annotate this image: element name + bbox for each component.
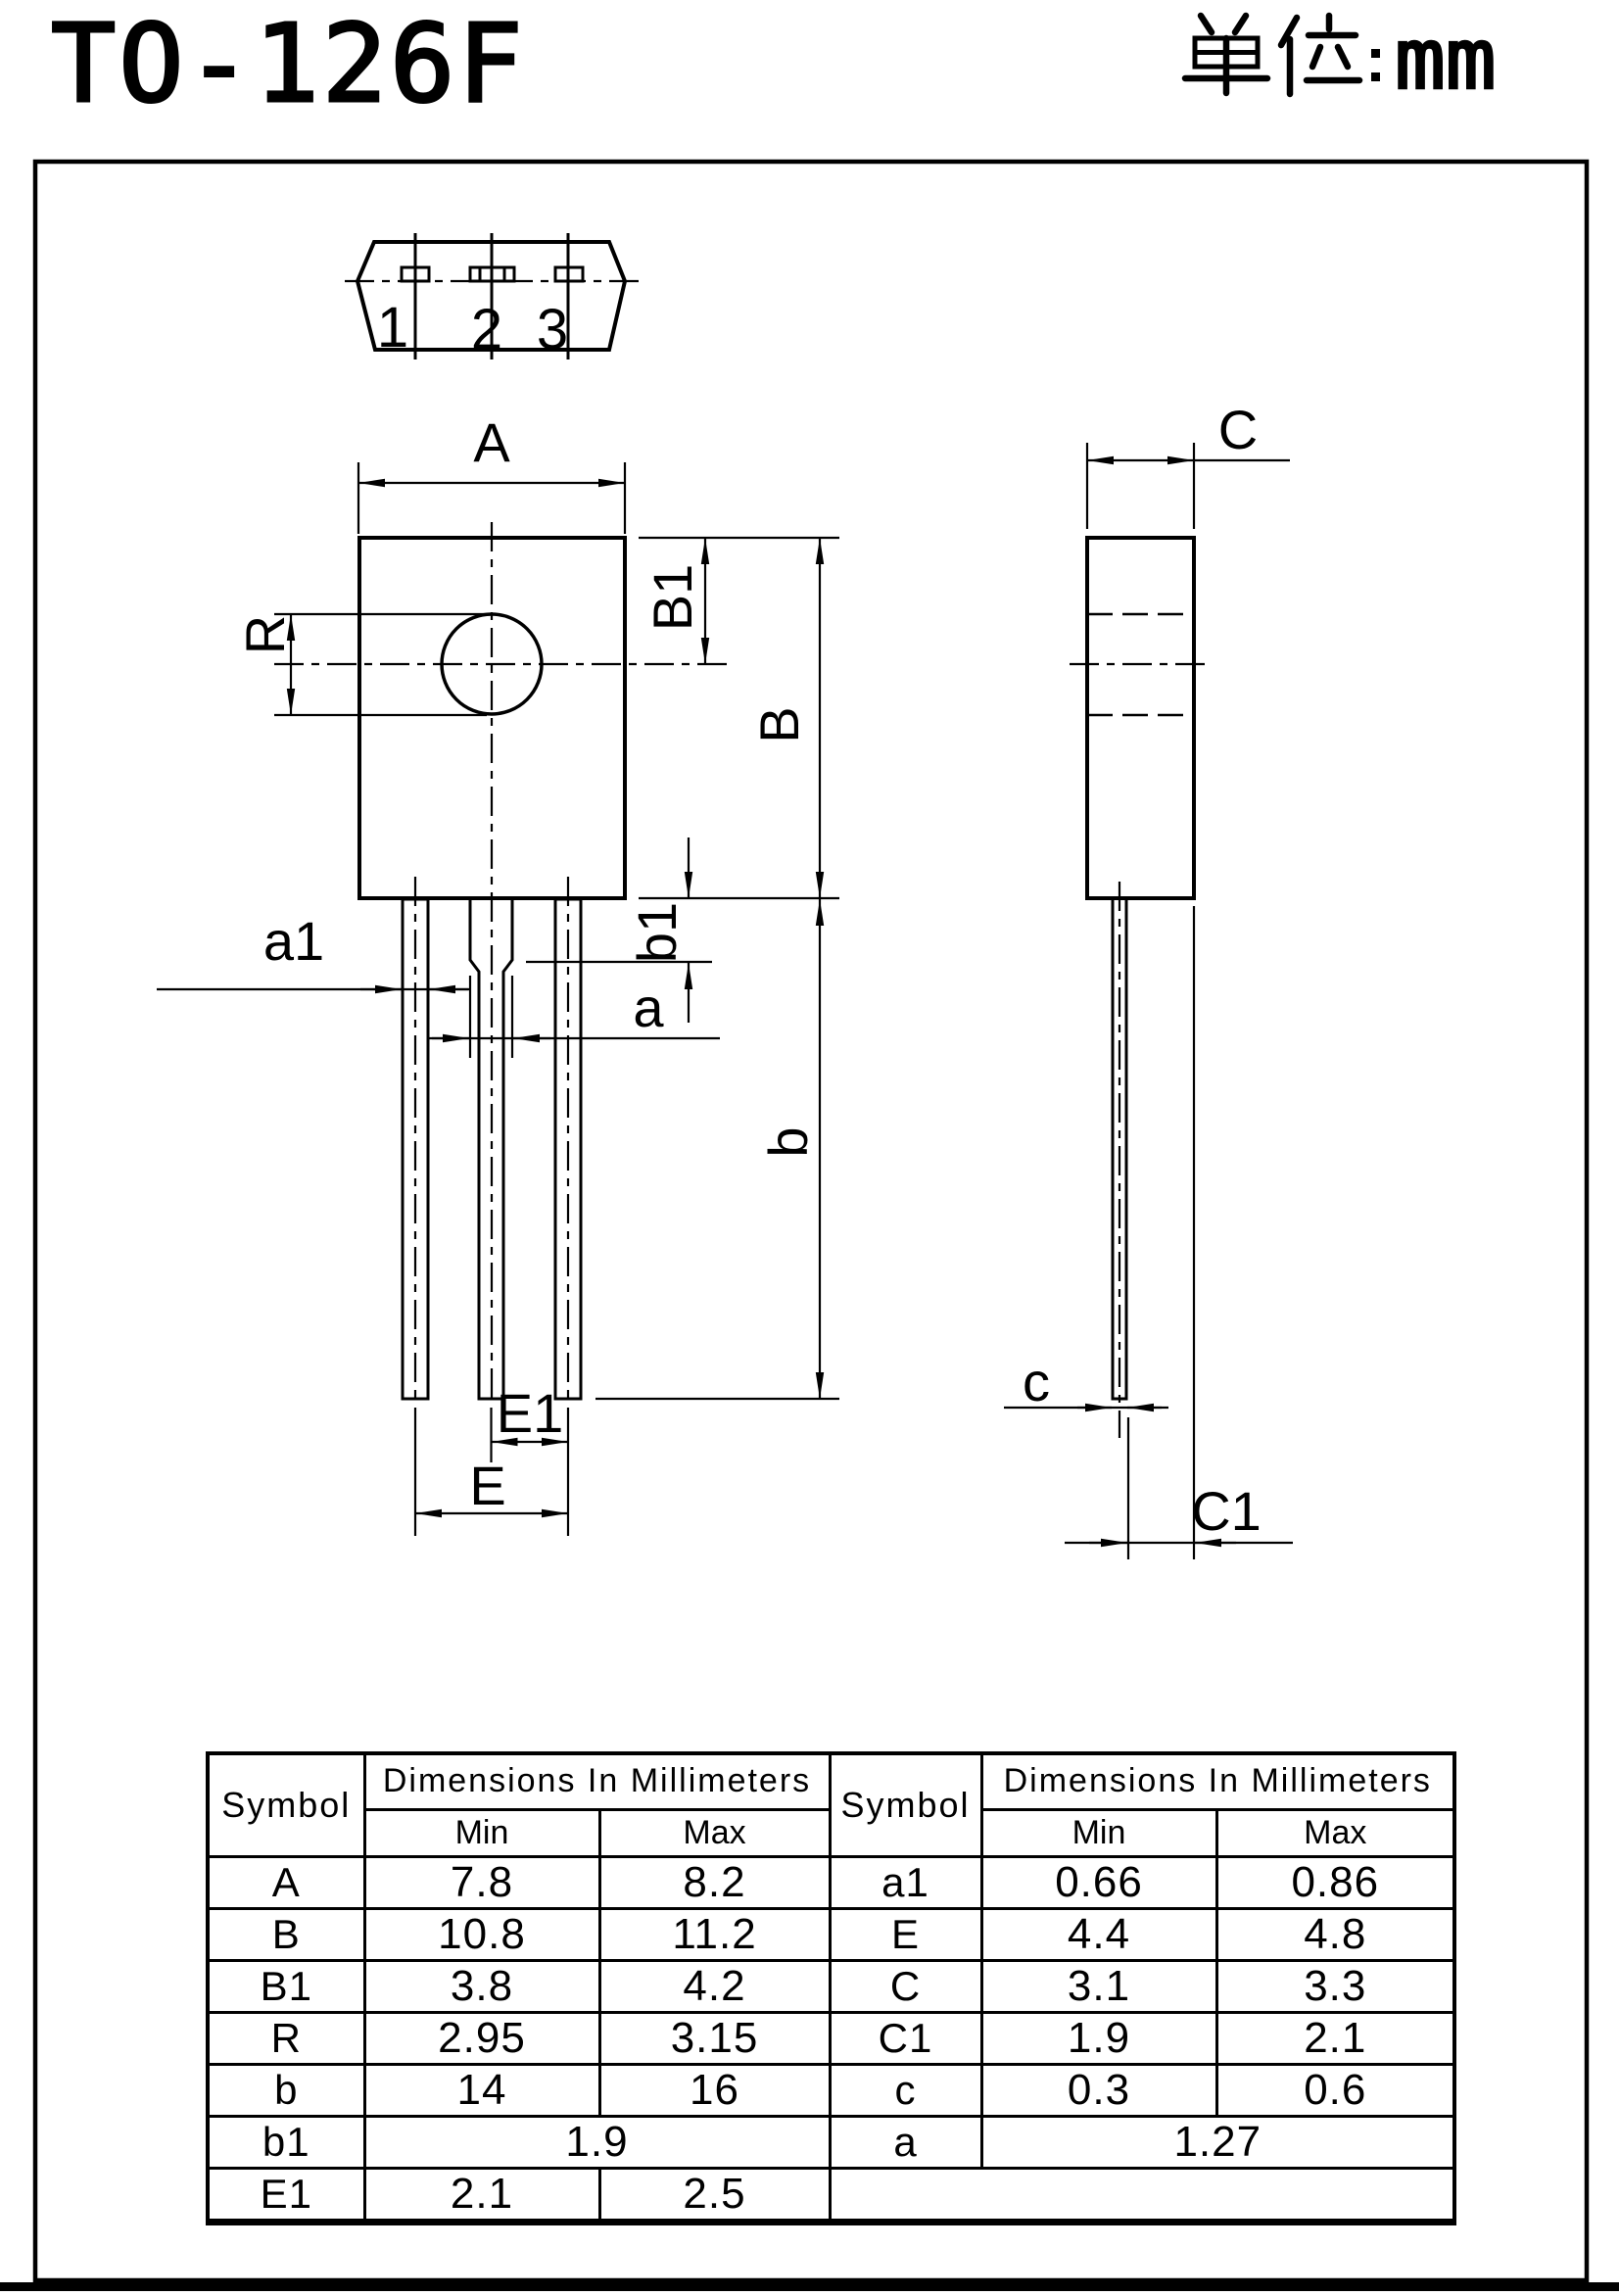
symbol-cell: R [208,2012,364,2064]
min-cell: 10.8 [364,1908,599,1960]
table-row [208,1856,1454,1908]
min-cell: 7.8 [364,1856,599,1908]
max-cell: 0.6 [1216,2064,1454,2116]
right-symbol-header: Symbol [830,1753,981,1856]
left-symbol-header: Symbol [208,1753,364,1856]
max-cell: 2.5 [599,2168,830,2222]
symbol-cell: b1 [208,2116,364,2168]
min-cell: 2.1 [364,2168,599,2222]
symbol-cell: b [208,2064,364,2116]
right-max-header: Max [1216,1809,1454,1856]
typ-cell: 1.9 [364,2116,830,2168]
dim-b-label: b [757,1126,819,1158]
pin-1-label: 1 [376,296,409,359]
symbol-cell: a1 [830,1856,981,1908]
max-cell: 16 [599,2064,830,2116]
symbol-cell: A [208,1856,364,1908]
symbol-cell: E1 [208,2168,364,2222]
pin-2-label: 2 [470,298,503,361]
dimension-table [206,1751,1456,2225]
symbol-cell: C1 [830,2012,981,2064]
empty-cell [830,2168,1454,2222]
units-value: mm [1395,11,1497,109]
right-dimensions-header: Dimensions In Millimeters [981,1753,1454,1809]
page-header [51,1,1497,126]
symbol-cell: a [830,2116,981,2168]
max-cell: 11.2 [599,1908,830,1960]
left-max-header: Max [599,1809,830,1856]
dim-B1-B-b [595,538,839,1399]
dim-R-label: R [234,614,296,655]
table-row [208,2168,1454,2222]
min-cell: 2.95 [364,2012,599,2064]
dim-C-label: C [1217,399,1259,460]
max-cell: 8.2 [599,1856,830,1908]
dim-C1-label: C1 [1191,1480,1262,1542]
min-cell: 3.1 [981,1960,1216,2012]
min-cell: 0.66 [981,1856,1216,1908]
min-cell: 1.9 [981,2012,1216,2064]
table-row [208,1908,1454,1960]
side-view [1070,538,1212,1438]
max-cell: 2.1 [1216,2012,1454,2064]
page-title: TO-126F [51,1,526,126]
max-cell: 4.8 [1216,1908,1454,1960]
symbol-cell: B [208,1908,364,1960]
units-cn-glyphs [1185,16,1359,94]
dim-c-label: c [1023,1351,1050,1412]
dim-B-label: B [748,706,810,743]
table-row [208,2012,1454,2064]
pin-3-label: 3 [536,298,569,361]
side-body [1087,538,1194,898]
typ-cell: 1.27 [981,2116,1454,2168]
dim-a1-label: a1 [262,910,325,972]
dim-B1-label: B1 [642,563,703,632]
symbol-cell: B1 [208,1960,364,2012]
dim-C1 [1065,906,1293,1559]
table-row [208,2116,1454,2168]
table-row [208,2064,1454,2116]
symbol-cell: c [830,2064,981,2116]
max-cell: 4.2 [599,1960,830,2012]
dim-a-label: a [633,977,664,1038]
min-cell: 14 [364,2064,599,2116]
min-cell: 0.3 [981,2064,1216,2116]
dim-a [428,976,720,1058]
max-cell: 3.3 [1216,1960,1454,2012]
dim-E-label: E [469,1455,506,1516]
page-edge-bar [0,2282,1619,2291]
dim-A-label: A [473,411,510,473]
dim-C [1087,443,1290,529]
units-colon [1371,49,1380,81]
left-dimensions-header: Dimensions In Millimeters [364,1753,830,1809]
dim-E1-label: E1 [496,1382,564,1444]
symbol-cell: C [830,1960,981,2012]
min-cell: 4.4 [981,1908,1216,1960]
symbol-cell: E [830,1908,981,1960]
max-cell: 0.86 [1216,1856,1454,1908]
min-cell: 3.8 [364,1960,599,2012]
dim-b1-label: b1 [626,901,688,964]
right-min-header: Min [981,1809,1216,1856]
left-min-header: Min [364,1809,599,1856]
max-cell: 3.15 [599,2012,830,2064]
table-row [208,1960,1454,2012]
